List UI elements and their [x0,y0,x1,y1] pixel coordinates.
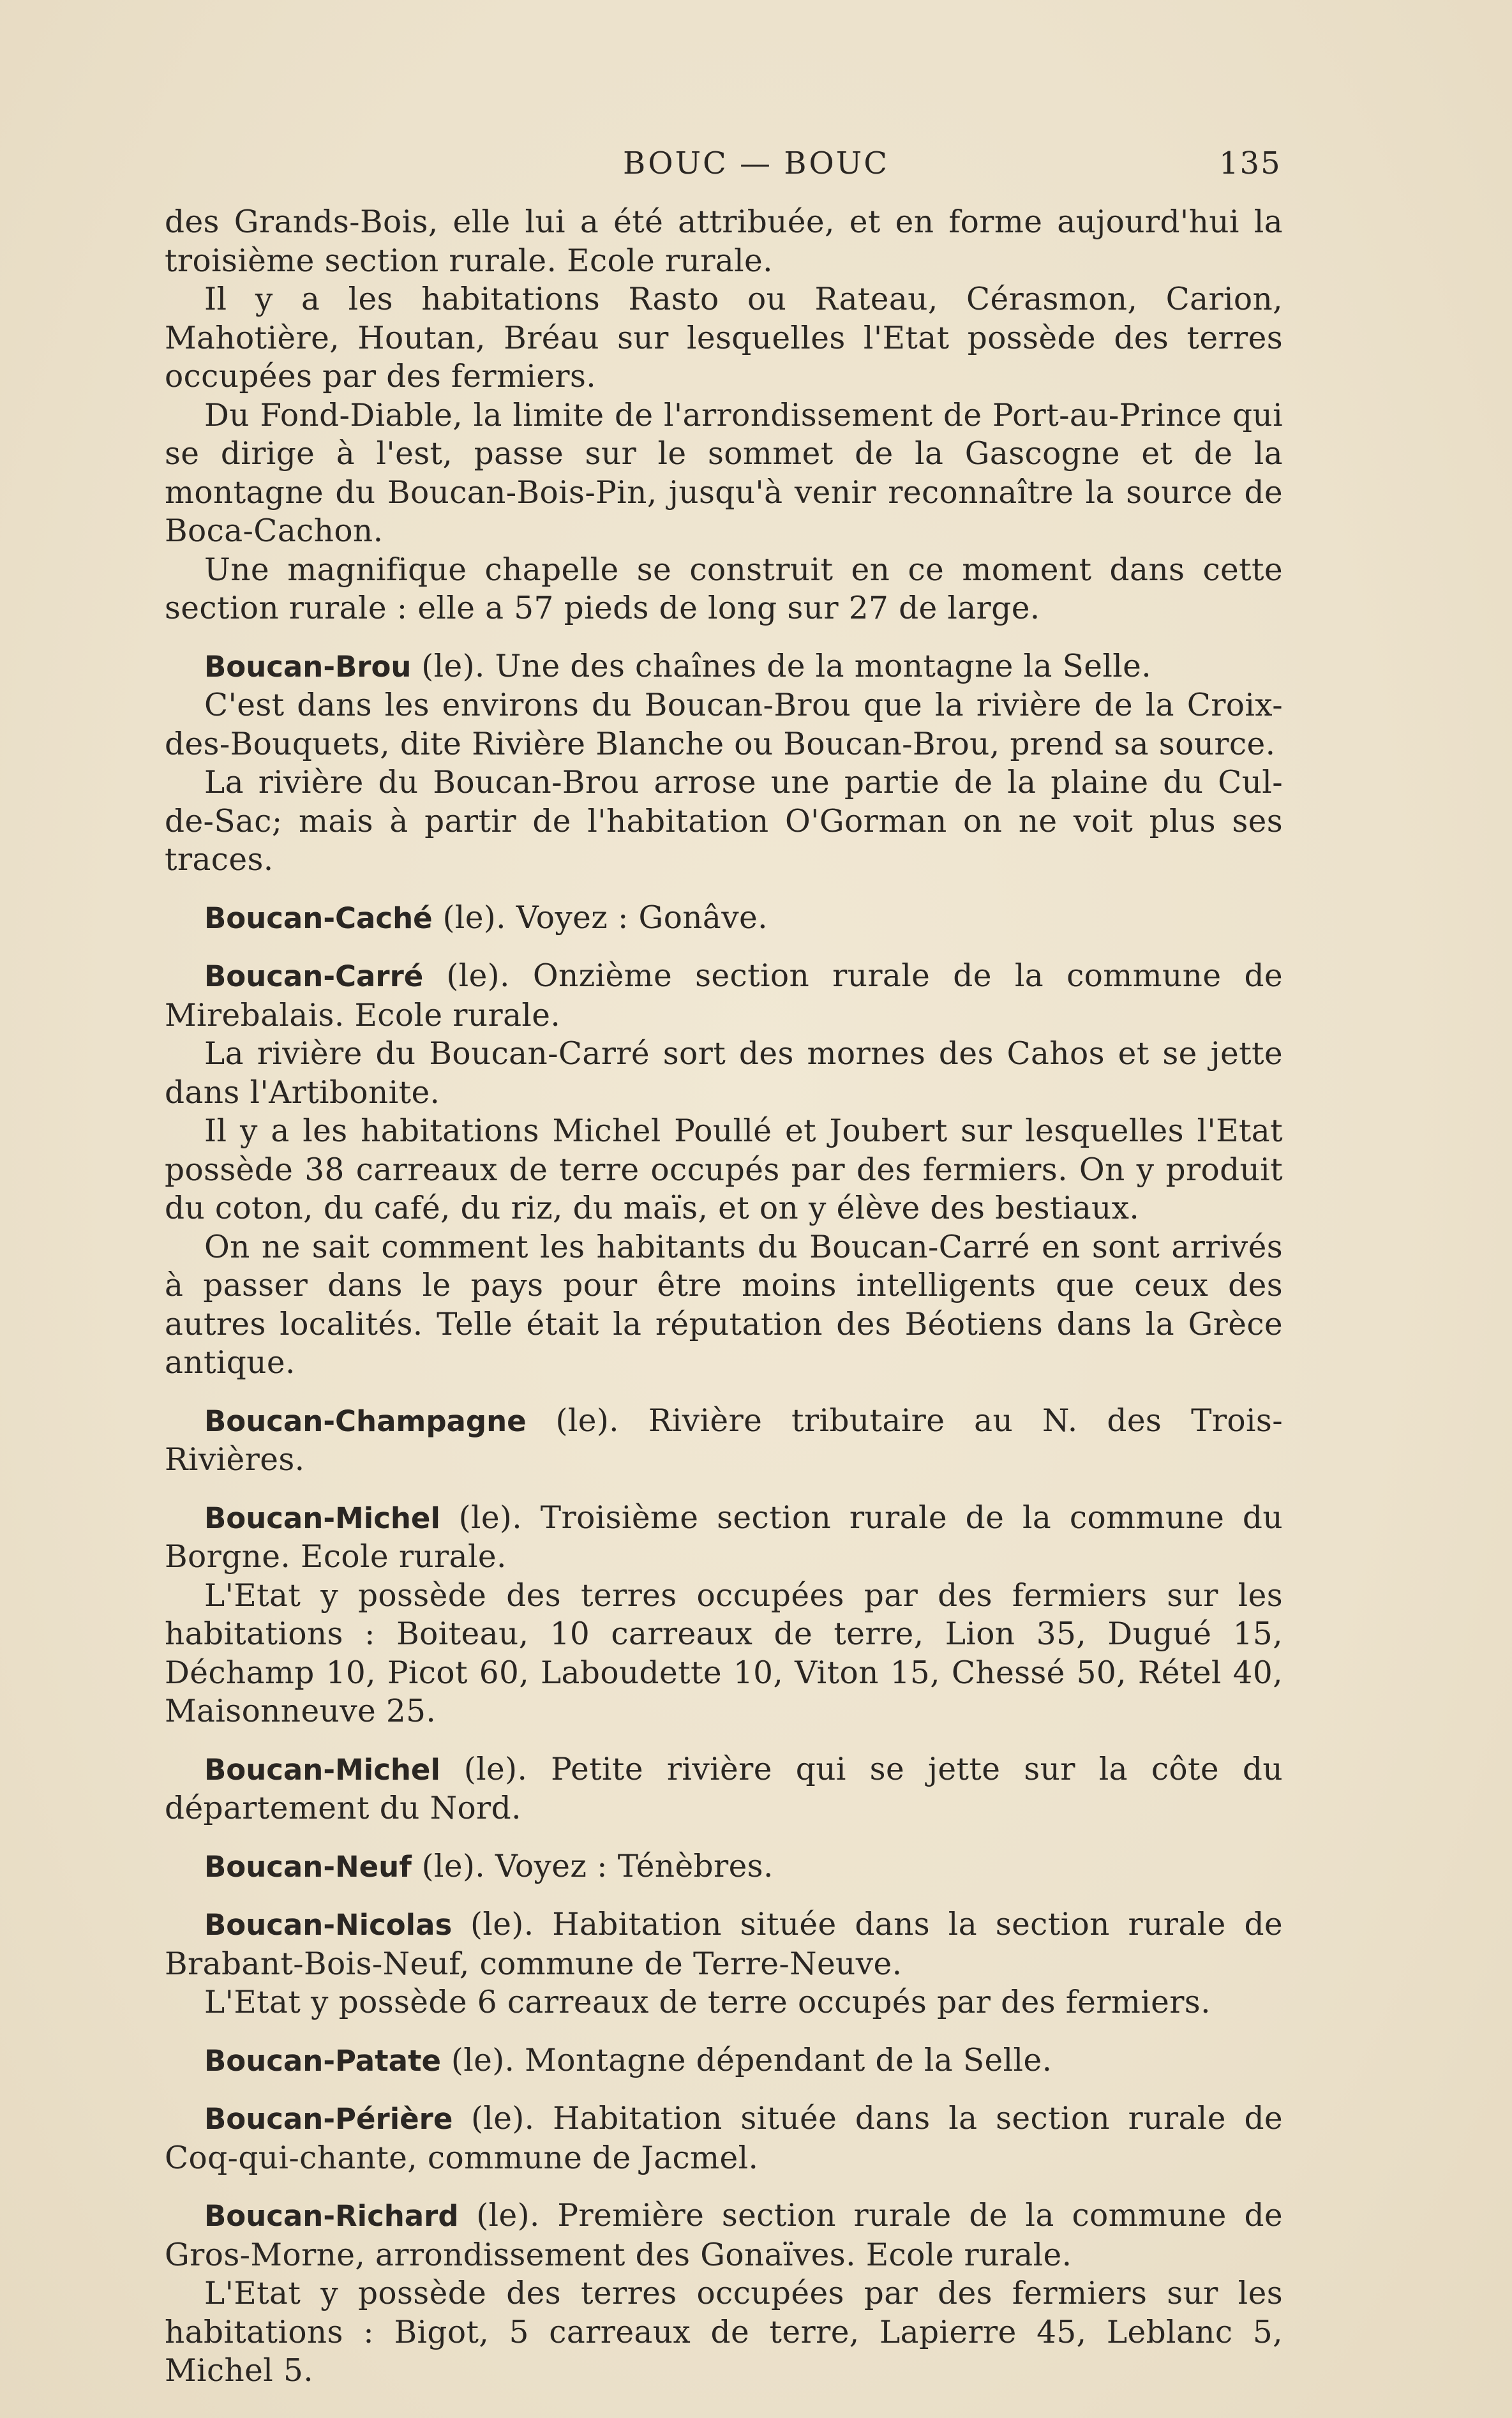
entry-definition: (le). Montagne dépendant de la Selle. [441,2042,1052,2078]
entry-headword: Boucan-Neuf [204,1849,412,1884]
dictionary-entry [165,1750,1283,1828]
dictionary-entry [165,2041,1283,2081]
dictionary-entry [165,1905,1283,1983]
page-body [165,203,1283,2391]
intro-paragraph: Du Fond-Diable, la limite de l'arrondissement de Port-au-Prince qui se dirige à l'est, passe sur le sommet de la Gascogne et de la montagne du Boucan-Bois-Pin, jusqu'à venir reconnaître la source de Boca-Cachon. [165,397,1283,549]
entry-paragraph: La rivière du Boucan-Brou arrose une partie de la plaine du Cul-de-Sac; mais à partir de l'habitation O'Gorman on ne voit plus ses traces. [165,765,1283,878]
entry-definition: (le). Troisième section rurale de la commune du Borgne. Ecole rurale. [165,1499,1283,1575]
entry-paragraph: L'Etat y possède des terres occupées par des fermiers sur les habitations : Boiteau, 10 carreaux de terre, Lion 35, Dugué 15, Déchamp 10, Picot 60, Laboudette 10, Viton 15, Chessé 50, Rétel 40, Maisonneuve 25. [165,1577,1283,1729]
entry-definition: (le). Voyez : Ténèbres. [411,1848,774,1884]
entry-paragraph: La rivière du Boucan-Carré sort des mornes des Cahos et se jette dans l'Artibonite. [165,1036,1283,1111]
entry-headword: Boucan-Brou [204,649,412,684]
entry-headword: Boucan-Michel [204,1501,440,1535]
entry-definition: (le). Habitation située dans la section rurale de Coq-qui-chante, commune de Jacmel. [165,2101,1283,2176]
entry-headword: Boucan-Périère [204,2102,453,2136]
entry-definition: (le). Rivière tributaire au N. des Trois-Rivières. [165,1402,1283,1478]
entry-definition: (le). Voyez : Gonâve. [432,899,768,936]
dictionary-entry [165,2196,1283,2274]
entry-definition: (le). Petite rivière qui se jette sur la côte du département du Nord. [165,1751,1283,1826]
intro-paragraph: Il y a les habitations Rasto ou Rateau, Cérasmon, Carion, Mahotière, Houtan, Bréau sur lesquelles l'Etat possède des terres occupées par des fermiers. [165,282,1283,394]
dictionary-entry [165,647,1283,687]
dictionary-entry [165,1402,1283,1480]
entry-definition: (le). Onzième section rurale de la commune de Mirebalais. Ecole rurale. [165,958,1283,1033]
entry-paragraph: L'Etat y possède 6 carreaux de terre occupés par des fermiers. [204,1985,1211,2020]
page-number: 135 [1219,146,1282,181]
entry-headword: Boucan-Nicolas [204,1908,453,1942]
entry-headword: Boucan-Michel [204,1752,440,1787]
dictionary-entry [165,1499,1283,1577]
entry-paragraph: L'Etat y possède des terres occupées par des fermiers sur les habitations : Bigot, 5 carreaux de terre, Lapierre 45, Leblanc 5, Michel 5. [165,2276,1283,2389]
dictionary-entry [165,2099,1283,2177]
entry-paragraph: On ne sait comment les habitants du Boucan-Carré en sont arrivés à passer dans le pays pour être moins intelligents que ceux des autres localités. Telle était la réputation des Béotiens dans la Grèce antique. [165,1229,1283,1381]
entry-paragraph: Il y a les habitations Michel Poullé et Joubert sur lesquelles l'Etat possède 38 carreaux de terre occupés par des fermiers. On y produit du coton, du café, du riz, du maïs, et on y élève des bestiaux. [165,1113,1283,1226]
entry-paragraph: C'est dans les environs du Boucan-Brou que la rivière de la Croix-des-Bouquets, dite Rivière Blanche ou Boucan-Brou, prend sa source. [165,687,1283,762]
entry-headword: Boucan-Patate [204,2043,442,2078]
entry-definition: (le). Une des chaînes de la montagne la Selle. [411,648,1152,684]
entry-headword: Boucan-Champagne [204,1404,527,1438]
running-title: BOUC — BOUC [623,146,889,181]
entry-headword: Boucan-Caché [204,901,433,935]
intro-paragraph: Une magnifique chapelle se construit en ce moment dans cette section rurale : elle a 57 pieds de long sur 27 de large. [165,552,1283,626]
entry-headword: Boucan-Richard [204,2199,459,2233]
intro-paragraph: des Grands-Bois, elle lui a été attribuée, et en forme aujourd'hui la troisième section rurale. Ecole rurale. [165,204,1283,279]
entry-definition: (le). Première section rurale de la commune de Gros-Morne, arrondissement des Gonaïves. Ecole rurale. [165,2198,1283,2273]
entry-headword: Boucan-Carré [204,959,424,993]
dictionary-entry [165,957,1283,1035]
dictionary-entry [165,1847,1283,1887]
entry-definition: (le). Habitation située dans la section rurale de Brabant-Bois-Neuf, commune de Terre-Neuve. [165,1907,1283,1982]
running-header [0,146,1512,190]
dictionary-entry [165,899,1283,938]
